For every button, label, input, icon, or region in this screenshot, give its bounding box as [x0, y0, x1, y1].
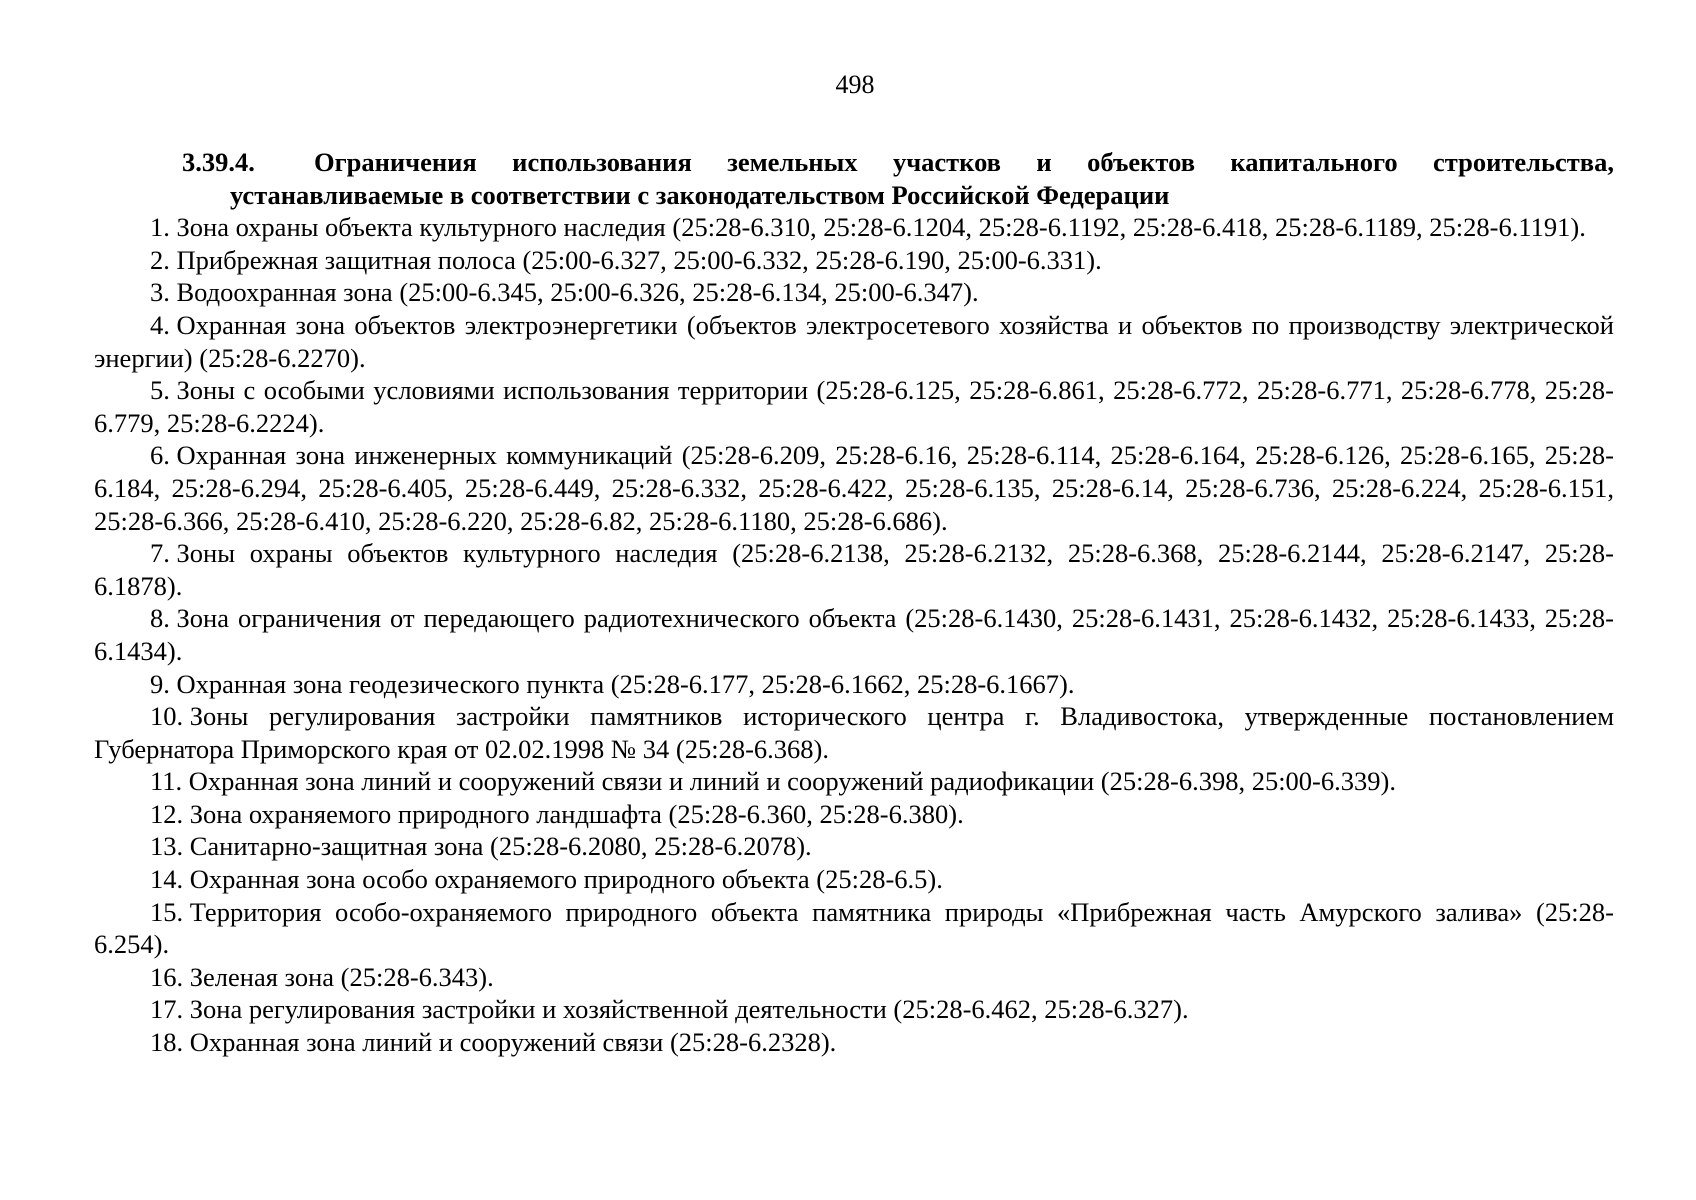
- list-item-number: 6.: [150, 440, 170, 471]
- list-item-text: Охранная зона объектов электроэнергетики (объектов электросетевого хозяйства и объектов по производству электрической энергии) (25:28-6.2270).: [94, 309, 1614, 373]
- list-item: [94, 537, 1614, 602]
- list-item: [94, 439, 1614, 537]
- list-item-number: 2.: [150, 244, 170, 275]
- list-item-number: 3.: [150, 277, 170, 308]
- list-item: [94, 602, 1614, 667]
- list-item: [94, 309, 1614, 374]
- list-item-text: Санитарно-защитная зона (25:28-6.2080, 25:28-6.2078).: [189, 831, 812, 862]
- restrictions-list: [94, 211, 1614, 1058]
- list-item-text: Охранная зона линий и сооружений связи (25:28-6.2328).: [189, 1027, 837, 1058]
- list-item: [94, 374, 1614, 439]
- list-item-number: 9.: [150, 668, 170, 699]
- list-item: [94, 896, 1614, 961]
- list-item-text: Зеленая зона (25:28-6.343).: [189, 961, 494, 992]
- list-item-number: 15.: [150, 896, 184, 927]
- list-item-number: 1.: [150, 212, 170, 243]
- list-item: [94, 1026, 1614, 1059]
- list-item: [94, 993, 1614, 1026]
- list-item-text: Зона охраняемого природного ландшафта (25:28-6.360, 25:28-6.380).: [189, 798, 964, 829]
- list-item-number: 11.: [150, 766, 183, 797]
- list-item-text: Водоохранная зона (25:00-6.345, 25:00-6.326, 25:28-6.134, 25:00-6.347).: [176, 277, 979, 308]
- list-item: [94, 700, 1614, 765]
- list-item-text: Территория особо-охраняемого природного объекта памятника природы «Прибрежная часть Амурского залива» (25:28-6.254).: [94, 896, 1614, 960]
- list-item-number: 17.: [150, 994, 184, 1025]
- list-item-number: 4.: [150, 309, 170, 340]
- list-item-number: 5.: [150, 375, 170, 406]
- list-item-number: 13.: [150, 831, 184, 862]
- list-item-number: 16.: [150, 961, 184, 992]
- list-item: [94, 211, 1614, 244]
- list-item: [94, 668, 1614, 701]
- list-item: [94, 863, 1614, 896]
- list-item-text: Зоны регулирования застройки памятников исторического центра г. Владивостока, утвержденные постановлением Губернатора Приморского края от 02.02.1998 № 34 (25:28-6.368).: [94, 701, 1614, 764]
- list-item-text: Охранная зона особо охраняемого природного объекта (25:28-6.5).: [189, 864, 943, 895]
- section-heading: [94, 146, 1614, 211]
- list-item-text: Зона охраны объекта культурного наследия (25:28-6.310, 25:28-6.1204, 25:28-6.1192, 25:28-6.418, 25:28-6.1189, 25:28-6.1191).: [176, 212, 1586, 243]
- list-item-text: Зона регулирования застройки и хозяйственной деятельности (25:28-6.462, 25:28-6.327).: [189, 994, 1189, 1025]
- section-number: 3.39.4.: [182, 147, 255, 177]
- list-item: [94, 830, 1614, 863]
- list-item-text: Охранная зона геодезического пункта (25:28-6.177, 25:28-6.1662, 25:28-6.1667).: [176, 668, 1075, 699]
- list-item-text: Зоны охраны объектов культурного наследия (25:28-6.2138, 25:28-6.2132, 25:28-6.368, 25:28-6.2144, 25:28-6.2147, 25:28-6.1878).: [94, 538, 1614, 601]
- page-number: 498: [835, 70, 875, 99]
- list-item: [94, 765, 1614, 798]
- list-item-text: Зоны с особыми условиями использования территории (25:28-6.125, 25:28-6.861, 25:28-6.772, 25:28-6.771, 25:28-6.778, 25:28-6.779, 25:28-6.2224).: [94, 375, 1614, 438]
- list-item-number: 12.: [150, 798, 184, 829]
- list-item-number: 7.: [150, 538, 170, 569]
- list-item-number: 18.: [150, 1027, 184, 1058]
- list-item: [94, 244, 1614, 277]
- list-item: [94, 961, 1614, 994]
- list-item-number: 14.: [150, 864, 184, 895]
- list-item-number: 10.: [150, 701, 184, 732]
- page-content: [94, 146, 1614, 1059]
- list-item-text: Охранная зона линий и сооружений связи и линий и сооружений радиофикации (25:28-6.398, 25:00-6.339).: [188, 766, 1396, 797]
- list-item-text: Зона ограничения от передающего радиотехнического объекта (25:28-6.1430, 25:28-6.1431, 25:28-6.1432, 25:28-6.1433, 25:28-6.1434).: [94, 603, 1614, 666]
- list-item: [94, 276, 1614, 309]
- list-item: [94, 798, 1614, 831]
- list-item-text: Прибрежная защитная полоса (25:00-6.327, 25:00-6.332, 25:28-6.190, 25:00-6.331).: [176, 244, 1102, 275]
- section-title: Ограничения использования земельных участков и объектов капитального строительства, устанавливаемые в соответствии с законодательством Российской Федерации: [230, 147, 1614, 210]
- list-item-text: Охранная зона инженерных коммуникаций (25:28-6.209, 25:28-6.16, 25:28-6.114, 25:28-6.164, 25:28-6.126, 25:28-6.165, 25:28-6.184, 25:28-6.294, 25:28-6.405, 25:28-6.449, 25:28-6.332, 25:28-6.422, 25:28-6.135, 25:28-6.14, 25:28-6.736, 25:28-6.224, 25:28-6.151, 25:28-6.366, 25:28-6.410, 25:28-6.220, 25:28-6.82, 25:28-6.1180, 25:28-6.686).: [94, 440, 1614, 536]
- list-item-number: 8.: [150, 603, 170, 634]
